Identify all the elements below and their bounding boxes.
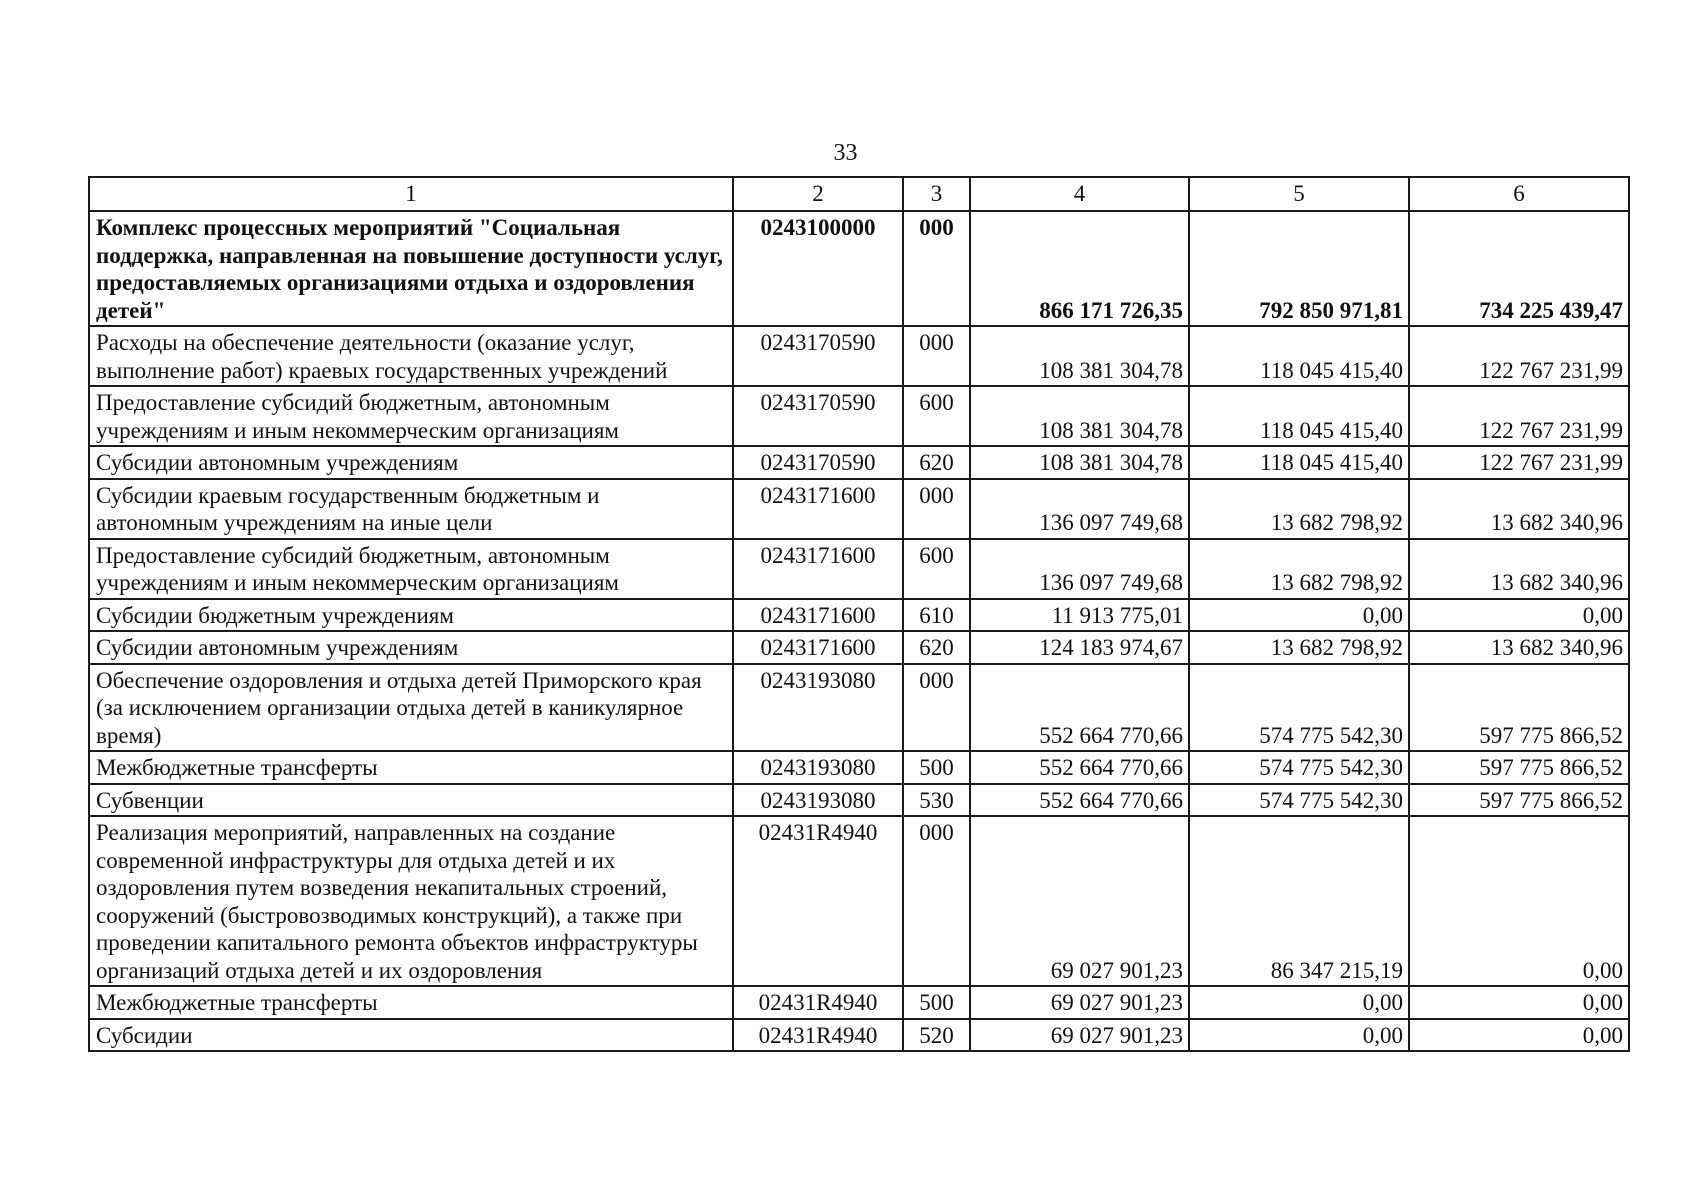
row-amount-year1-cell: 552 664 770,66	[970, 751, 1189, 784]
row-target-code-cell: 0243170590	[733, 326, 903, 386]
table-row	[89, 539, 1629, 599]
row-expense-type-cell: 620	[903, 446, 970, 479]
row-target-code-cell: 0243100000	[733, 211, 903, 326]
row-target-code-cell: 02431R4940	[733, 1019, 903, 1052]
table-row	[89, 631, 1629, 664]
table-body	[89, 211, 1629, 1051]
row-name-cell: Обеспечение оздоровления и отдыха детей Приморского края (за исключением организации отдыха детей в каникулярное время)	[89, 664, 733, 752]
row-target-code-cell: 0243171600	[733, 631, 903, 664]
table-row	[89, 599, 1629, 632]
row-target-code-cell: 02431R4940	[733, 816, 903, 986]
row-target-code-cell: 02431R4940	[733, 986, 903, 1019]
table-row	[89, 986, 1629, 1019]
row-target-code-cell: 0243171600	[733, 599, 903, 632]
row-amount-year3-cell: 122 767 231,99	[1409, 386, 1629, 446]
row-amount-year1-cell: 108 381 304,78	[970, 386, 1189, 446]
row-amount-year1-cell: 136 097 749,68	[970, 539, 1189, 599]
row-expense-type-cell: 000	[903, 211, 970, 326]
row-expense-type-cell: 000	[903, 479, 970, 539]
row-amount-year1-cell: 136 097 749,68	[970, 479, 1189, 539]
column-header: 2	[733, 177, 903, 211]
row-amount-year2-cell: 118 045 415,40	[1189, 386, 1409, 446]
table-row	[89, 326, 1629, 386]
row-name-cell: Субсидии бюджетным учреждениям	[89, 599, 733, 632]
row-amount-year1-cell: 69 027 901,23	[970, 1019, 1189, 1052]
row-amount-year3-cell: 122 767 231,99	[1409, 446, 1629, 479]
row-amount-year2-cell: 574 775 542,30	[1189, 751, 1409, 784]
table-row	[89, 664, 1629, 752]
row-expense-type-cell: 610	[903, 599, 970, 632]
column-header: 3	[903, 177, 970, 211]
row-expense-type-cell: 620	[903, 631, 970, 664]
row-amount-year1-cell: 552 664 770,66	[970, 664, 1189, 752]
row-amount-year1-cell: 124 183 974,67	[970, 631, 1189, 664]
table-row	[89, 446, 1629, 479]
row-name-cell: Субсидии краевым государственным бюджетным и автономным учреждениям на иные цели	[89, 479, 733, 539]
column-header: 5	[1189, 177, 1409, 211]
row-name-cell: Комплекс процессных мероприятий "Социальная поддержка, направленная на повышение доступности услуг, предоставляемых организациями отдыха и оздоровления детей"	[89, 211, 733, 326]
row-amount-year2-cell: 0,00	[1189, 986, 1409, 1019]
row-target-code-cell: 0243170590	[733, 446, 903, 479]
row-amount-year3-cell: 734 225 439,47	[1409, 211, 1629, 326]
row-expense-type-cell: 520	[903, 1019, 970, 1052]
row-amount-year2-cell: 574 775 542,30	[1189, 784, 1409, 817]
row-target-code-cell: 0243170590	[733, 386, 903, 446]
row-amount-year2-cell: 0,00	[1189, 599, 1409, 632]
row-amount-year2-cell: 118 045 415,40	[1189, 446, 1409, 479]
row-name-cell: Расходы на обеспечение деятельности (оказание услуг, выполнение работ) краевых государственных учреждений	[89, 326, 733, 386]
row-amount-year1-cell: 69 027 901,23	[970, 986, 1189, 1019]
row-amount-year2-cell: 13 682 798,92	[1189, 479, 1409, 539]
row-amount-year1-cell: 552 664 770,66	[970, 784, 1189, 817]
page-number: 33	[833, 140, 858, 166]
row-amount-year3-cell: 13 682 340,96	[1409, 479, 1629, 539]
row-name-cell: Субсидии автономным учреждениям	[89, 631, 733, 664]
row-amount-year1-cell: 69 027 901,23	[970, 816, 1189, 986]
row-amount-year3-cell: 0,00	[1409, 986, 1629, 1019]
row-name-cell: Субсидии автономным учреждениям	[89, 446, 733, 479]
table-row	[89, 479, 1629, 539]
row-name-cell: Межбюджетные трансферты	[89, 986, 733, 1019]
row-amount-year3-cell: 0,00	[1409, 816, 1629, 986]
row-amount-year2-cell: 118 045 415,40	[1189, 326, 1409, 386]
column-header: 6	[1409, 177, 1629, 211]
row-amount-year2-cell: 86 347 215,19	[1189, 816, 1409, 986]
row-expense-type-cell: 000	[903, 664, 970, 752]
row-amount-year1-cell: 866 171 726,35	[970, 211, 1189, 326]
table-row	[89, 816, 1629, 986]
row-amount-year1-cell: 11 913 775,01	[970, 599, 1189, 632]
table-row	[89, 1019, 1629, 1052]
row-amount-year3-cell: 13 682 340,96	[1409, 539, 1629, 599]
table-row	[89, 386, 1629, 446]
row-expense-type-cell: 530	[903, 784, 970, 817]
row-expense-type-cell: 600	[903, 386, 970, 446]
row-expense-type-cell: 500	[903, 751, 970, 784]
row-name-cell: Межбюджетные трансферты	[89, 751, 733, 784]
table-row	[89, 751, 1629, 784]
row-target-code-cell: 0243171600	[733, 539, 903, 599]
budget-table	[88, 176, 1630, 1052]
row-expense-type-cell: 500	[903, 986, 970, 1019]
row-amount-year2-cell: 13 682 798,92	[1189, 631, 1409, 664]
table-row	[89, 211, 1629, 326]
header-row	[89, 177, 1629, 211]
row-target-code-cell: 0243193080	[733, 751, 903, 784]
column-header: 1	[89, 177, 733, 211]
row-amount-year2-cell: 13 682 798,92	[1189, 539, 1409, 599]
row-name-cell: Реализация мероприятий, направленных на создание современной инфраструктуры для отдыха детей и их оздоровления путем возведения некапитальных строений, сооружений (быстровозводимых конструкций), а также при проведении капитального ремонта объектов инфраструктуры организаций отдыха детей и их оздоровления	[89, 816, 733, 986]
row-name-cell: Предоставление субсидий бюджетным, автономным учреждениям и иным некоммерческим организациям	[89, 386, 733, 446]
row-amount-year3-cell: 0,00	[1409, 1019, 1629, 1052]
row-amount-year3-cell: 597 775 866,52	[1409, 751, 1629, 784]
row-amount-year2-cell: 0,00	[1189, 1019, 1409, 1052]
row-expense-type-cell: 600	[903, 539, 970, 599]
row-amount-year3-cell: 13 682 340,96	[1409, 631, 1629, 664]
row-amount-year3-cell: 0,00	[1409, 599, 1629, 632]
row-amount-year3-cell: 122 767 231,99	[1409, 326, 1629, 386]
row-amount-year1-cell: 108 381 304,78	[970, 326, 1189, 386]
column-header: 4	[970, 177, 1189, 211]
row-name-cell: Субвенции	[89, 784, 733, 817]
row-amount-year2-cell: 574 775 542,30	[1189, 664, 1409, 752]
row-amount-year2-cell: 792 850 971,81	[1189, 211, 1409, 326]
row-amount-year3-cell: 597 775 866,52	[1409, 784, 1629, 817]
row-expense-type-cell: 000	[903, 326, 970, 386]
row-amount-year1-cell: 108 381 304,78	[970, 446, 1189, 479]
row-target-code-cell: 0243193080	[733, 664, 903, 752]
row-name-cell: Субсидии	[89, 1019, 733, 1052]
row-name-cell: Предоставление субсидий бюджетным, автономным учреждениям и иным некоммерческим организациям	[89, 539, 733, 599]
row-expense-type-cell: 000	[903, 816, 970, 986]
table-row	[89, 784, 1629, 817]
row-amount-year3-cell: 597 775 866,52	[1409, 664, 1629, 752]
row-target-code-cell: 0243193080	[733, 784, 903, 817]
row-target-code-cell: 0243171600	[733, 479, 903, 539]
